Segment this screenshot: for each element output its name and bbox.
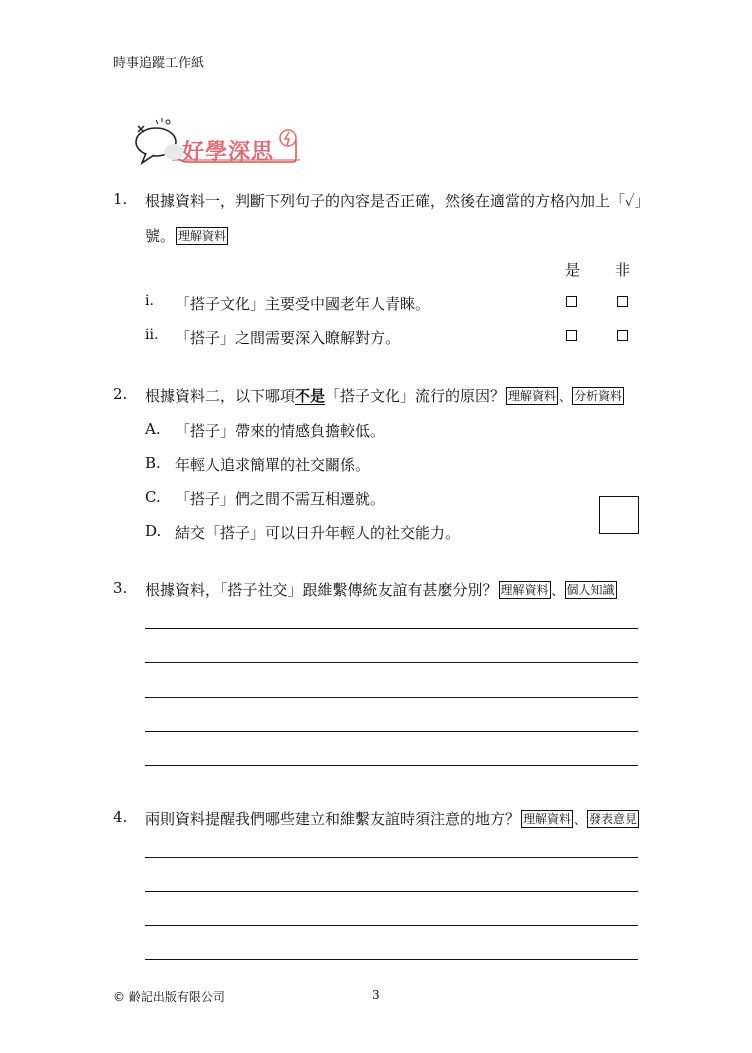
q2-option-label: A.: [145, 420, 161, 438]
q2-text: [145, 385, 625, 406]
q4-answer-line[interactable]: [145, 891, 638, 892]
q3-question: 根據資料，「搭子社交」跟維繫傳統友誼有甚麼分別？: [145, 581, 498, 599]
page-number: 3: [372, 988, 380, 1002]
q4-number: 4.: [113, 808, 128, 826]
q4-text: [145, 808, 640, 829]
q4-answer-line[interactable]: [145, 959, 638, 960]
q2-option-label: C.: [145, 488, 161, 506]
q2-text-pre: 根據資料二，以下哪項: [145, 387, 296, 405]
q4-tag-sep: 、: [574, 813, 587, 827]
q2-answer-box[interactable]: [599, 496, 639, 534]
q3-answer-line[interactable]: [145, 628, 638, 629]
q1-col-yes: 是: [565, 261, 581, 279]
q2-option-text: 「搭子」帶來的情感負擔較低。: [175, 422, 386, 440]
q2-option-label: B.: [145, 454, 161, 472]
q2-number: 2.: [113, 385, 128, 403]
q4-question: 兩則資料提醒我們哪些建立和維繫友誼時須注意的地方？: [145, 810, 521, 828]
q1-number: 1.: [113, 190, 128, 208]
q4-answer-line[interactable]: [145, 857, 638, 858]
q2-tag: 分析資料: [574, 389, 623, 403]
q2-tag: 理解資料: [508, 389, 557, 403]
q3-tag: 理解資料: [500, 583, 549, 597]
q1-item-label: ii.: [145, 327, 159, 343]
q1-item-label: i.: [145, 293, 154, 309]
q3-number: 3.: [113, 579, 128, 597]
q1-item1-no-checkbox[interactable]: [617, 296, 628, 307]
q1-item2-no-checkbox[interactable]: [617, 330, 628, 341]
q1-item-text: 「搭子文化」主要受中國老年人青睞。: [175, 295, 431, 313]
q1-text-end: 號。: [145, 227, 176, 245]
q2-tag-sep: 、: [559, 390, 572, 404]
q3-tag-sep: 、: [551, 584, 564, 598]
q2-option-text: 「搭子」們之間不需互相遷就。: [175, 490, 386, 508]
q2-text-post: 「搭子文化」流行的原因？: [325, 387, 506, 405]
q1-text: 根據資料一，判斷下列句子的內容是否正確，然後在適當的方格內加上「✓」: [145, 192, 650, 210]
q1-item1-yes-checkbox[interactable]: [566, 296, 577, 307]
q1-tag: 理解資料: [178, 229, 227, 243]
banner-title: 好學深思: [182, 140, 275, 165]
q4-tag: 發表意見: [589, 812, 638, 826]
q1-col-no: 非: [615, 261, 631, 279]
q3-answer-line[interactable]: [145, 765, 638, 766]
q3-answer-line[interactable]: [145, 697, 638, 698]
footer-copyright: © 齡記出版有限公司: [113, 990, 225, 1004]
q3-answer-line[interactable]: [145, 731, 638, 732]
q4-tag: 理解資料: [523, 812, 572, 826]
page-header: 時事追蹤工作紙: [113, 56, 205, 71]
q3-tag: 個人知識: [566, 583, 615, 597]
q3-answer-line[interactable]: [145, 662, 638, 663]
q2-text-emphasis: 不是: [295, 387, 326, 405]
q2-option-text: 年輕人追求簡單的社交關係。: [175, 456, 371, 474]
q2-option-label: D.: [145, 522, 162, 540]
q4-answer-line[interactable]: [145, 925, 638, 926]
q1-text-line2: [145, 225, 229, 246]
q1-item2-yes-checkbox[interactable]: [566, 330, 577, 341]
q1-item-text: 「搭子」之間需要深入瞭解對方。: [175, 329, 401, 347]
q3-text: [145, 579, 618, 600]
q2-option-text: 結交「搭子」可以日升年輕人的社交能力。: [175, 524, 461, 542]
